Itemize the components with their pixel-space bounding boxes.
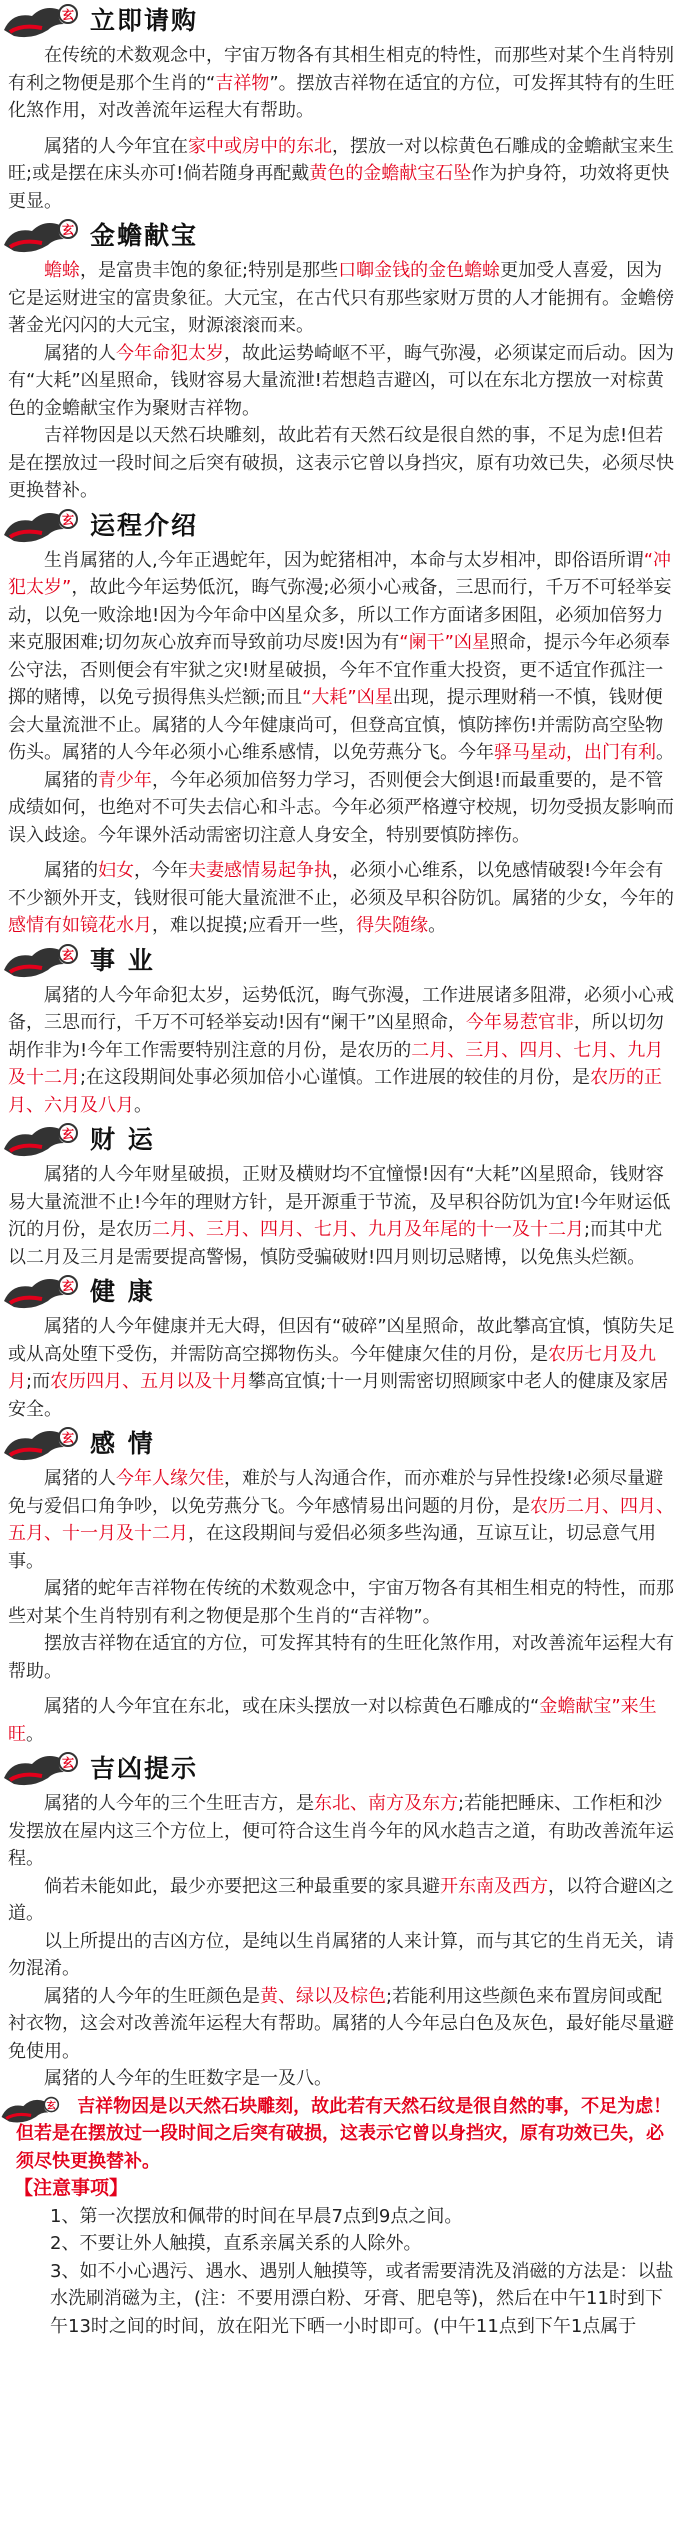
paragraph: 在传统的术数观念中，宇宙万物各有其相生相克的特性，而那些对某个生肖特别有利之物便是那个生肖的“吉祥物”。摆放吉祥物在适宜的方位，可发挥其特有的生旺化煞作用，对改善流年运程大有帮助。 xyxy=(8,45,675,121)
paragraph: 属猪的人今年宜在东北，或在床头摆放一对以棕黄色石雕成的“金蟾献宝”来生旺。 xyxy=(8,1696,657,1745)
section-title: 吉凶提示 xyxy=(90,1754,199,1784)
paragraph: 吉祥物因是以天然石块雕刻，故此若有天然石纹是很自然的事，不足为虑!但若是在摆放过一段时间之后突有破损，这表示它曾以身挡灾，原有功效已失，必须尽快更换替补。 xyxy=(8,425,674,501)
section-title: 事 业 xyxy=(90,945,155,975)
mascot-icon xyxy=(2,940,92,982)
section-title: 运程介绍 xyxy=(90,510,199,540)
note-item: 1、第一次摆放和佩带的时间在早晨7点到9点之间。 xyxy=(50,2205,463,2227)
warning-block xyxy=(0,2093,680,2176)
paragraph: 属猪的青少年，今年必须加倍努力学习，否则便会大倒退!而最重要的，是不管成绩如何，也绝对不可失去信心和斗志。今年必须严格遵守校规，切勿受损友影响而误入歧途。今年课外活动需密切注意人身安全，特别要慎防摔伤。 xyxy=(8,769,674,846)
svg-text:玄: 玄 xyxy=(62,1431,75,1445)
section-title: 立即请购 xyxy=(90,6,199,36)
paragraph: 蟾蜍，是富贵丰饱的象征;特别是那些口啣金钱的金色蟾蜍更加受人喜爱，因为它是运财进宝的富贵象征。大元宝，在古代只有那些家财万贯的人才能拥有。金蟾傍著金光闪闪的大元宝，财源滚滚而来。 xyxy=(8,260,674,336)
paragraph: 属猪的妇女，今年夫妻感情易起争执，必须小心维系，以免感情破裂!今年会有不少额外开支，钱财很可能大量流泄不止，必须及早积谷防饥。属猪的少女，今年的感情有如镜花水月，难以捉摸;应看开一些，得失随缘。 xyxy=(8,860,674,936)
section-header xyxy=(0,505,680,547)
mascot-icon xyxy=(2,505,92,547)
svg-text:玄: 玄 xyxy=(62,223,75,237)
paragraph: 属猪的人今年命犯太岁，故此运势崎岖不平，晦气弥漫，必须谋定而后动。因为有“大耗”凶星照命，钱财容易大量流泄!若想趋吉避凶，可以在东北方摆放一对棕黄色的金蟾献宝作为聚财吉祥物。 xyxy=(8,342,674,419)
section-notes xyxy=(0,2175,680,2340)
mascot-icon xyxy=(2,215,92,257)
svg-text:玄: 玄 xyxy=(62,947,75,962)
svg-text:玄: 玄 xyxy=(62,1756,75,1770)
section-title: 感 情 xyxy=(90,1429,155,1459)
mascot-icon xyxy=(2,1119,92,1161)
paragraph: 属猪的人今年宜在家中或房中的东北，摆放一对以棕黄色石雕成的金蟾献宝来生旺;或是摆在床头亦可!倘若随身再配戴黄色的金蟾献宝石坠作为护身符，功效将更快更显。 xyxy=(8,135,674,212)
svg-text:玄: 玄 xyxy=(46,2099,56,2111)
section-header xyxy=(0,215,680,257)
section-health xyxy=(0,1271,680,1423)
section-header xyxy=(0,1119,680,1161)
section-golden-toad xyxy=(0,215,680,505)
section-relationship xyxy=(0,1423,680,1748)
section-buy xyxy=(0,0,680,215)
warning-text: 吉祥物因是以天然石块雕刻，故此若有天然石纹是很自然的事，不足为虑！但若是在摆放过一段时间之后突有破损，这表示它曾以身挡灾，原有功效已失，必须尽快更换替补。 xyxy=(16,2095,672,2172)
mascot-icon xyxy=(2,0,92,42)
section-fortune-intro xyxy=(0,505,680,940)
paragraph: 属猪的人今年财星破损，正财及横财均不宜憧憬!因有“大耗”凶星照命，钱财容易大量流泄不止!今年的理财方针，是开源重于节流，及早积谷防饥为宜!今年财运低沉的月份，是农历二月、三月、四月、七月、九月及年尾的十一及十二月;而其中尤以二月及三月是需要提高警惕，慎防受骗破财!四月则切忌赌博，以免焦头烂额。 xyxy=(8,1164,671,1268)
paragraph: 摆放吉祥物在适宜的方位，可发挥其特有的生旺化煞作用，对改善流年运程大有帮助。 xyxy=(8,1633,674,1682)
section-title: 财 运 xyxy=(90,1125,155,1155)
paragraph: 属猪的人今年的生旺颜色是黄、绿以及棕色;若能利用这些颜色来布置房间或配衬衣物，这会对改善流年运程大有帮助。属猪的人今年忌白色及灰色，最好能尽量避免使用。 xyxy=(8,1985,674,2062)
paragraph: 属猪的人今年人缘欠佳，难於与人沟通合作，而亦难於与异性投缘!必须尽量避免与爱侣口角争吵，以免劳燕分飞。今年感情易出问题的月份，是农历二月、四月、五月、十一月及十二月，在这段期间与爱侣必须多些沟通，互谅互让，切忌意气用事。 xyxy=(8,1468,674,1572)
notes-title: 【注意事项】 xyxy=(14,2177,129,2199)
paragraph: 属猪的人今年命犯太岁，运势低沉，晦气弥漫，工作进展诸多阻滞，必须小心戒备，三思而行，千万不可轻举妄动!因有“阑干”凶星照命，今年易惹官非，所以切勿胡作非为!今年工作需要特别注意的月份，是农历的二月、三月、四月、七月、九月及十二月;在这段期间处事必须加倍小心谨慎。工作进展的较佳的月份，是农历的正月、六月及八月。 xyxy=(8,984,674,1116)
section-header xyxy=(0,1271,680,1313)
section-title: 健 康 xyxy=(90,1277,155,1307)
mascot-icon xyxy=(2,1271,92,1313)
section-title: 金蟾献宝 xyxy=(90,221,199,251)
section-omens xyxy=(0,1748,680,2175)
paragraph: 倘若未能如此，最少亦要把这三种最重要的家具避开东南及西方，以符合避凶之道。 xyxy=(8,1875,674,1924)
svg-text:玄: 玄 xyxy=(62,512,75,527)
paragraph: 以上所提出的吉凶方位，是纯以生肖属猪的人来计算，而与其它的生肖无关，请勿混淆。 xyxy=(8,1930,674,1979)
paragraph: 属猪的蛇年吉祥物在传统的术数观念中，宇宙万物各有其相生相克的特性，而那些对某个生肖特别有利之物便是那个生肖的“吉祥物”。 xyxy=(8,1578,674,1627)
svg-text:玄: 玄 xyxy=(62,8,75,22)
section-header xyxy=(0,940,680,982)
section-header xyxy=(0,0,680,42)
section-header xyxy=(0,1423,680,1465)
section-career xyxy=(0,940,680,1120)
note-item: 3、如不小心遇污、遇水、遇别人触摸等，或者需要清洗及消磁的方法是：以盐水洗刷消磁为主，(注：不要用漂白粉、牙膏、肥皂等)，然后在中午11时到下午13时之间的时间，放在阳光下晒一小时即可。(中午11点到下午1点属于 xyxy=(50,2260,674,2337)
paragraph: 属猪的人今年健康并无大碍，但因有“破碎”凶星照命，故此攀高宜慎，慎防失足或从高处堕下受伤，并需防高空掷物伤头。今年健康欠佳的月份，是农历七月及九月;而农历四月、五月以及十月攀高宜慎;十一月则需密切照顾家中老人的健康及家居安全。 xyxy=(8,1316,675,1420)
svg-text:玄: 玄 xyxy=(62,1279,75,1293)
paragraph: 属猪的人今年的三个生旺吉方，是东北、南方及东方;若能把睡床、工作柜和沙发摆放在屋内这三个方位上，便可符合这生肖今年的风水趋吉之道，有助改善流年运程。 xyxy=(8,1793,674,1869)
mascot-icon xyxy=(0,2093,70,2127)
mascot-icon xyxy=(2,1423,92,1465)
note-item: 2、不要让外人触摸，直系亲属关系的人除外。 xyxy=(50,2233,422,2254)
section-wealth xyxy=(0,1119,680,1271)
paragraph: 属猪的人今年的生旺数字是一及八。 xyxy=(44,2068,332,2089)
svg-text:玄: 玄 xyxy=(62,1127,75,1141)
mascot-icon xyxy=(2,1748,92,1790)
section-header xyxy=(0,1748,680,1790)
paragraph: 生肖属猪的人,今年正遇蛇年，因为蛇猪相冲，本命与太岁相冲，即俗语所谓“冲犯太岁”，故此今年运势低沉，晦气弥漫;必须小心戒备，三思而行，千万不可轻举妄动，以免一败涂地!因为今年命中凶星众多，所以工作方面诸多困阻，必须加倍努力来克服困难;切勿灰心放弃而导致前功尽废!因为有“阑干”凶星照命，提示今年必须奉公守法，否则便会有牢狱之灾!财星破损，今年不宜作重大投资，更不适宜作孤注一掷的赌博，以免亏损得焦头烂额;而且“大耗”凶星出现，提示理财稍一不慎，钱财便会大量流泄不止。属猪的人今年健康尚可，但登高宜慎，慎防摔伤!并需防高空坠物伤头。属猪的人今年必须小心维系感情，以免劳燕分飞。今年驿马星动，出门有利。 xyxy=(8,549,674,763)
